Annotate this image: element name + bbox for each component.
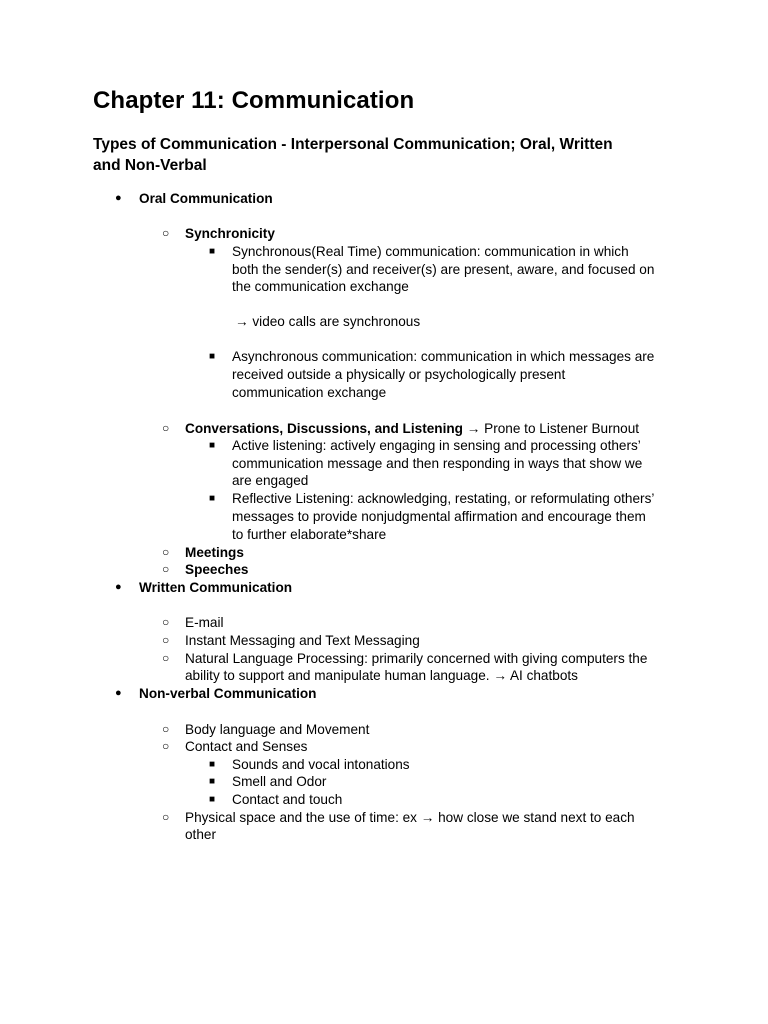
sense-item: Smell and Odor: [232, 774, 327, 789]
bullet-square-icon: ■: [209, 776, 216, 787]
bullet-square-icon: ■: [209, 440, 216, 451]
bullet-circle-icon: ○: [162, 615, 170, 629]
bullet-circle-icon: ○: [162, 545, 170, 559]
bullet-square-icon: ■: [209, 351, 216, 362]
section-heading: [93, 134, 693, 176]
bullet-square-icon: ■: [209, 493, 216, 504]
body-language-item: Body language and Movement: [185, 722, 370, 737]
speeches-item: Speeches: [185, 562, 249, 577]
email-item: E-mail: [185, 615, 224, 630]
active-listening-line-1: Active listening: actively engaging in sensing and processing others’: [232, 438, 641, 453]
meetings-item: Meetings: [185, 545, 244, 560]
written-heading: Written Communication: [139, 580, 293, 595]
asynchronous-line-2: received outside a physically or psychologically present: [232, 367, 566, 382]
bullet-circle-icon: ○: [162, 421, 170, 435]
conversations-heading: Conversations, Discussions, and Listening: [185, 421, 463, 436]
oral-heading: Oral Communication: [139, 191, 273, 206]
page-title: Chapter 11: Communication: [93, 87, 415, 114]
nlp-line-1: Natural Language Processing: primarily concerned with giving computers the: [185, 651, 648, 666]
section-heading-line-2: and Non-Verbal: [93, 157, 207, 174]
bullet-square-icon: ■: [209, 759, 216, 770]
bullet-circle-icon: ○: [162, 633, 170, 647]
contact-senses-item: Contact and Senses: [185, 739, 308, 754]
reflective-listening-line-3: to further elaborate*share: [232, 527, 387, 542]
nonverbal-heading: Non-verbal Communication: [139, 686, 317, 701]
conversations-item: [185, 420, 639, 438]
bullet-circle-icon: ○: [162, 810, 170, 824]
sense-item: Contact and touch: [232, 792, 343, 807]
synchronous-line-1: Synchronous(Real Time) communication: communication in which: [232, 244, 629, 259]
synchronous-line-3: the communication exchange: [232, 279, 409, 294]
active-listening-line-3: are engaged: [232, 473, 309, 488]
reflective-listening-line-1: Reflective Listening: acknowledging, restating, or reformulating others’: [232, 491, 655, 506]
asynchronous-line-1: Asynchronous communication: communication in which messages are: [232, 349, 655, 364]
bullet-circle-icon: ○: [162, 226, 170, 240]
bullet-circle-icon: ○: [162, 722, 170, 736]
synchronous-note: → video calls are synchronous: [235, 314, 421, 329]
physical-space-line-1: Physical space and the use of time: ex → how close we stand next to each: [185, 810, 635, 825]
messaging-item: Instant Messaging and Text Messaging: [185, 633, 420, 648]
sense-item: Sounds and vocal intonations: [232, 757, 410, 772]
nlp-line-2: ability to support and manipulate human language. → AI chatbots: [185, 668, 578, 683]
active-listening-line-2: communication message and then responding in ways that show we: [232, 456, 643, 471]
synchronicity-heading: Synchronicity: [185, 226, 275, 241]
bullet-circle-icon: ○: [162, 739, 170, 753]
reflective-listening-line-2: messages to provide nonjudgmental affirmation and encourage them: [232, 509, 646, 524]
synchronous-line-2: both the sender(s) and receiver(s) are present, aware, and focused on: [232, 262, 655, 277]
conversations-suffix: → Prone to Listener Burnout: [466, 421, 640, 436]
bullet-circle-icon: ○: [162, 651, 170, 665]
bullet-dot-icon: ●: [115, 192, 122, 204]
bullet-square-icon: ■: [209, 794, 216, 805]
bullet-dot-icon: ●: [115, 687, 122, 699]
asynchronous-line-3: communication exchange: [232, 385, 387, 400]
bullet-square-icon: ■: [209, 246, 216, 257]
physical-space-line-2: other: [185, 827, 216, 842]
bullet-circle-icon: ○: [162, 562, 170, 576]
bullet-dot-icon: ●: [115, 581, 122, 593]
section-heading-line-1: Types of Communication - Interpersonal Communication; Oral, Written: [93, 136, 613, 153]
